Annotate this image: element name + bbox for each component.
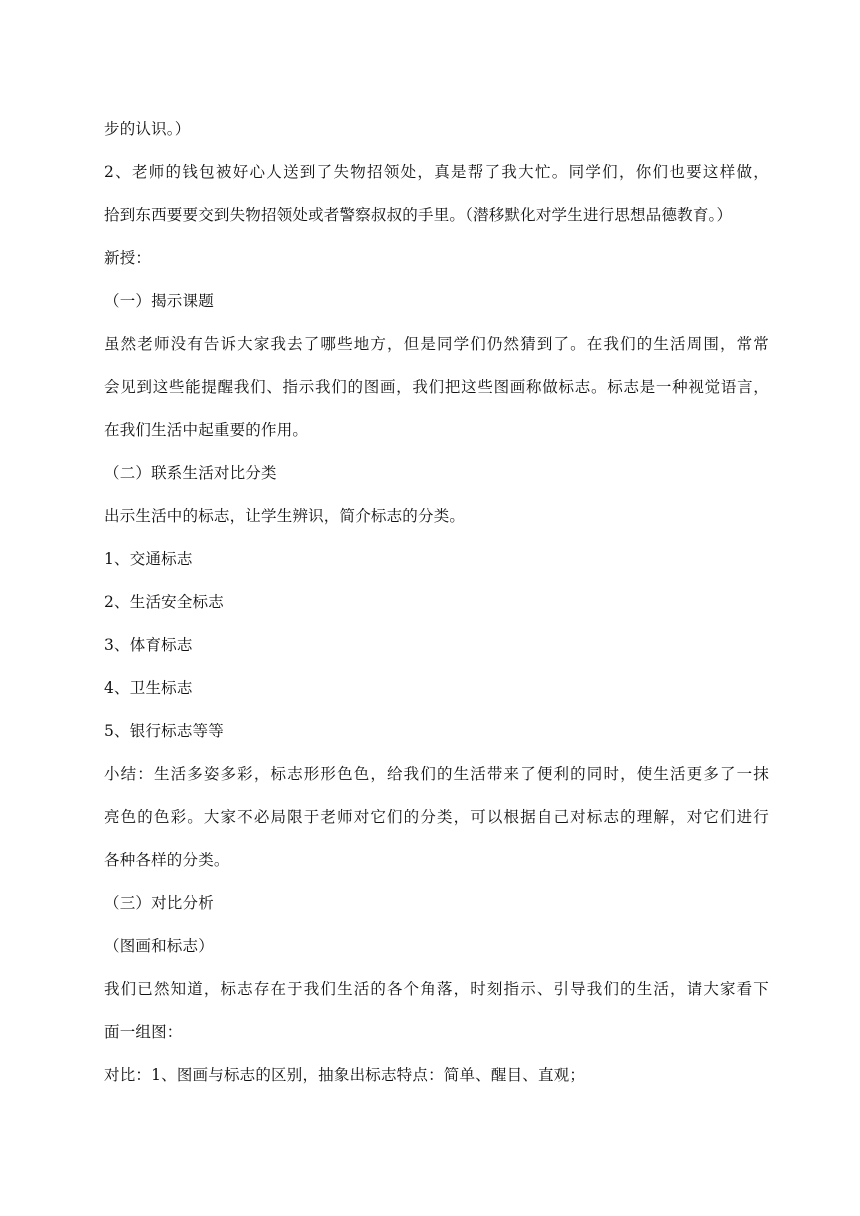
- paragraph-compare-intro: [104, 974, 769, 1047]
- section-subheading: （图画和标志）: [104, 937, 214, 955]
- paragraph-line: 会见到这些能提醒我们、指示我们的图画，我们把这些图画称做标志。标志是一种视觉语言，: [104, 378, 769, 396]
- section-heading-1: （一）揭示课题: [104, 292, 214, 310]
- section-heading-2: （二）联系生活对比分类: [104, 464, 277, 482]
- list-item: 5、银行标志等等: [104, 722, 224, 740]
- paragraph-line: 虽然老师没有告诉大家我去了哪些地方，但是同学们仍然猜到了。在我们的生活周围，常常: [104, 335, 769, 353]
- list-item: 4、卫生标志: [104, 679, 193, 697]
- paragraph-line: 我们已然知道，标志存在于我们生活的各个角落，时刻指示、引导我们的生活，请大家看下: [104, 980, 769, 998]
- paragraph-line: 面一组图：: [104, 1023, 183, 1041]
- paragraph-compare-point: 对比：1、图画与标志的区别，抽象出标志特点：简单、醒目、直观；: [104, 1066, 586, 1084]
- section-label-new-lesson: 新授：: [104, 249, 152, 267]
- paragraph-line: 在我们生活中起重要的作用。: [104, 421, 309, 439]
- document-body: [104, 114, 769, 1103]
- paragraph-summary: [104, 759, 769, 875]
- paragraph-line: 亮色的色彩。大家不必局限于老师对它们的分类，可以根据自己对标志的理解，对它们进行: [104, 808, 769, 826]
- paragraph-continuation: 步的认识。）: [104, 120, 191, 138]
- section-heading-3: （三）对比分析: [104, 894, 214, 912]
- list-item: 3、体育标志: [104, 636, 193, 654]
- paragraph-show-signs: 出示生活中的标志，让学生辨识，简介标志的分类。: [104, 507, 466, 525]
- list-item: 1、交通标志: [104, 550, 193, 568]
- paragraph-wallet-story: [104, 157, 769, 230]
- list-item: 2、生活安全标志: [104, 593, 224, 611]
- paragraph-line: 各种各样的分类。: [104, 851, 230, 869]
- paragraph-line: 2、老师的钱包被好心人送到了失物招领处，真是帮了我大忙。同学们，你们也要这样做，: [104, 163, 769, 181]
- paragraph-intro-signs: [104, 329, 769, 445]
- paragraph-line: 小结：生活多姿多彩，标志形形色色，给我们的生活带来了便利的同时，使生活更多了一抹: [104, 765, 769, 783]
- paragraph-line: 拾到东西要要交到失物招领处或者警察叔叔的手里。（潜移默化对学生进行思想品德教育。）: [104, 206, 733, 224]
